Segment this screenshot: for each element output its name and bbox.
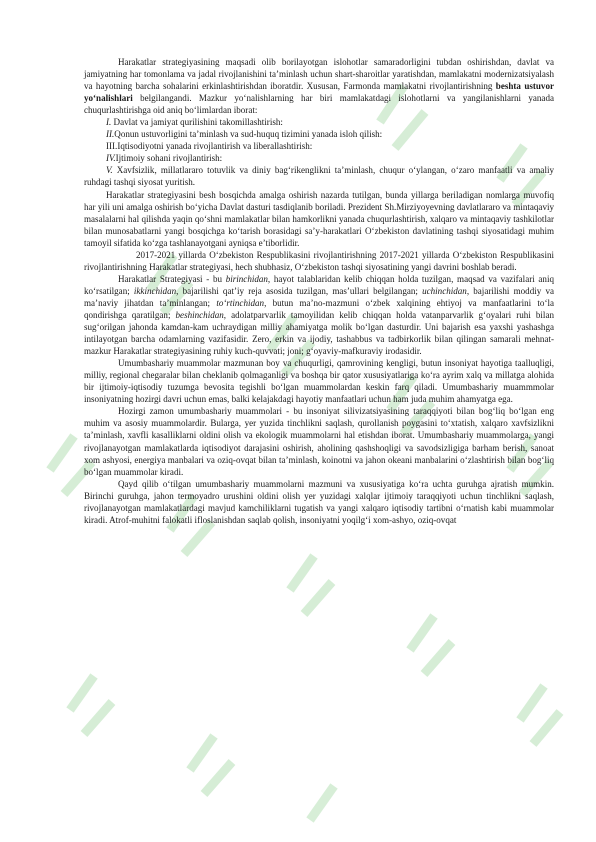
watermark-stroke [520, 686, 544, 720]
watermark-stroke [533, 712, 560, 744]
list-text: Davlat va jamiyat qurilishini takomillashtirish: [111, 117, 283, 128]
paragraph-strategy-goal [84, 56, 554, 116]
watermark-stroke [70, 676, 94, 710]
paragraph-modern-problems: Hozirgi zamon umumbashariy muammolari - bu insoniyat silivizatsiyasining taraqqiyoti bilan bog‘liq bo‘lgan eng muhim va asosiy muammolardir. Bularga, yer yuzida tinchlikni saqlash, qurollanish poygasini to‘xtatish, xalqaro xavfsizlikni ta’minlash, xavfli kasalliklarni oldini olish va ekologik muammolarni hal etishdan iborat. Umumbashariy muammolarga, yangi rivojlanayotgan mamlakatlarda iqtisodiyot darajasini oshirish, aholining qashshoqligi va savodsizligiga barham berish, sanoat xom ashyosi, energiya manbalari va oziq-ovqat bilan ta’minlash, koinotni va jahon okeani manbalarini o‘zlashtirish bilan bog‘liq bo‘lgan muammolar kiradi. [84, 406, 554, 477]
paragraph-text: Harakatlar Strategiyasi - bu [118, 273, 226, 284]
watermark-stroke [190, 736, 214, 770]
list-item [84, 152, 554, 164]
watermark-stroke [310, 786, 334, 820]
paragraph-text: belgilangandi. Mazkur yo‘nalishlarning har biri mamlakatdagi islohotlarni va yangilanishlarni yanada chuqurlashtirishga oid aniq bo‘limlardan iborat: [84, 93, 554, 116]
list-item [84, 116, 554, 128]
list-item [84, 140, 554, 152]
list-text: Ijtimoiy sohani rivojlantirish: [115, 153, 223, 164]
list-text: Xavfsizlik, millatlararo totuvlik va diniy bag‘rikenglikni ta’minlash, chuqur o‘ylangan, o‘zaro manfaatli va amaliy ruhdagi tashqi siyosat yuritish. [84, 165, 554, 188]
list-number: I. [106, 117, 112, 128]
paragraph-2017-2021: 2017-2021 yillarda O‘zbekiston Respublikasini rivojlantirishning 2017-2021 yillarda O‘zbekiston Respublikasini rivojlantirishning Harakatlar strategiyasi, hech shubhasiz, O‘zbekiston tashqi siyosatining yangi davrini boshlab beradi. [84, 249, 554, 272]
watermark-stroke [290, 556, 314, 590]
watermark-stroke [184, 522, 212, 554]
paragraph-global-problems: Umumbashariy muammolar mazmunan boy va chuqurligi, qamrovining kengligi, butun insoniyat hayotiga taalluqligi, milliy, regional chegaralar bilan cheklanib qolmaganligi va boshqa bir qator xususiyatlariga ko‘ra ayrim xalq va millatga alohida bir ijtimoiy-iqtisodiy tuzumga bevosita tegishli bo‘lgan muammolardan keskin farq qiladi. Umumbashariy muammmolar insoniyatning hozirgi davri uchun emas, balki kelajakdagi hayotiy manfaatlari uchun ham juda muhim ahamyatga ega. [84, 358, 554, 405]
paragraph-strategy-definition [84, 273, 554, 357]
list-item [84, 128, 554, 140]
paragraph-text: Harakatlar strategiyasining maqsadi olib borilayotgan islohotlar samaradorligini tubdan oshirishdan, davlat va jamiyatning har tomonlama va jadal rivojlanishini ta’minlash uchun shart-sharoitlar yaratishdan, mamlakatni modernizatsiyalash va hayotning barcha sohalarini erkinlashtirishdan iboratdir. Xususan, Farmonda mamlakatni rivojlantirishning [84, 57, 554, 92]
paragraph-five-stages: Harakatlar strategiyasini besh bosqichda amalga oshirish nazarda tutilgan, bunda yillarga beriladigan nomlarga muvofiq har yili uni amalga oshirish bo‘yicha Davlat dasturi tasdiqlanib boriladi. Prezident Sh.Mirziyoyevning davlatlararo va mintaqaviy masalalarni hal qilishda yaqin qo‘shni mamlakatlar bilan hamkorlikni yanada chuqurlashtirish, xalqaro va mintaqaviy tashkilotlar bilan munosabatlarni yangi bosqichga ko‘tarish borasidagi sa’y-harakatlari O‘zbekiston davlatining tashqi siyosatidagi muhim tamoyil sifatida ko‘zga tashlanayotgani ayniqsa e’tiborlidir. [84, 189, 554, 248]
italic-text: ikkinchidan [133, 285, 177, 296]
italic-text: beshinchidan [175, 309, 224, 320]
document-text [84, 56, 554, 526]
list-number: III. [106, 141, 118, 152]
watermark-stroke [204, 762, 232, 794]
paragraph-text: , bajarilishi qat’iy reja asosida tuzilgan, mas’ullari belgilangan; [176, 285, 423, 296]
bold-text: beshta ustuvor yo‘nalishlari [84, 81, 554, 104]
paragraph-text: , adolatparvarlik tamoyilidan kelib chiqqan holda vatanparvarlik g‘oyalari ruhi bilan sug‘orilgan jahonda kamdan-kam uchraydigan milliy ahamiyatga molik bo‘lgan dasturdir. Uni bajarish esa yaxshi yashashga intilayotgan barcha odamlarning vazifasidir. Zero, erkin va ijodiy, tashabbus va tadbirkorlik bilan qilingan samarali mehnat-mazkur Harakatlar strategiyasining ruhiy kuch-quvvati; joni; g‘oyaviy-mafkuraviy irodasidir. [84, 309, 554, 357]
paragraph-problem-groups: Qayd qilib o‘tilgan umumbashariy muammolarni mazmuni va xususiyatiga ko‘ra uchta guruhga ajratish mumkin. Birinchi guruhga, jahon termoyadro urushini oldini olish yer yuzidagi xalqlar ijtimoiy taraqqiyoti uchun tinchlikni saqlash, rivojlanayotgan mamlakatlardagi mavjud kamchiliklarni tugatish va yangi xalqaro iqtisodiy tartibni o‘rnatish kabi muammolar kiradi. Atrof-muhitni falokatli ifloslanishdan saqlab qolish, insoniyatni yoqilg‘i xom-ashyo, oziq-ovqat [84, 478, 554, 525]
document-page [84, 56, 554, 526]
watermark-stroke [424, 642, 452, 674]
list-item [84, 164, 554, 188]
list-text: Iqtisodiyotni yanada rivojlantirish va liberallashtirish: [117, 141, 313, 152]
list-number: IV. [106, 153, 116, 164]
list-number: V. [106, 165, 113, 176]
watermark-stroke [304, 582, 332, 614]
watermark-stroke [410, 616, 434, 650]
watermark-stroke [84, 702, 112, 734]
italic-text: birinchidan [225, 273, 268, 284]
paragraph-text: , butun ma’no-mazmuni o‘zbek xalqining ehtiyoj va manfaatlarini to‘la qondirishga qaratilgan; [84, 297, 554, 320]
list-text: Qonun ustuvorligini ta’minlash va sud-huquq tizimini yanada isloh qilish: [114, 129, 383, 140]
list-number: II. [106, 129, 115, 140]
paragraph-text: , hayot talablaridan kelib chiqqan holda tuzilgan, maqsad va vazifalari aniq ko‘rsatilgan; [84, 273, 554, 296]
paragraph-text: , bajarilishi moddiy va ma’naviy jihatdan ta’minlangan; [84, 285, 554, 308]
watermark-stroke [50, 436, 74, 470]
italic-text: uchinchidan [422, 285, 467, 296]
italic-text: to‘rtinchidan [216, 297, 265, 308]
